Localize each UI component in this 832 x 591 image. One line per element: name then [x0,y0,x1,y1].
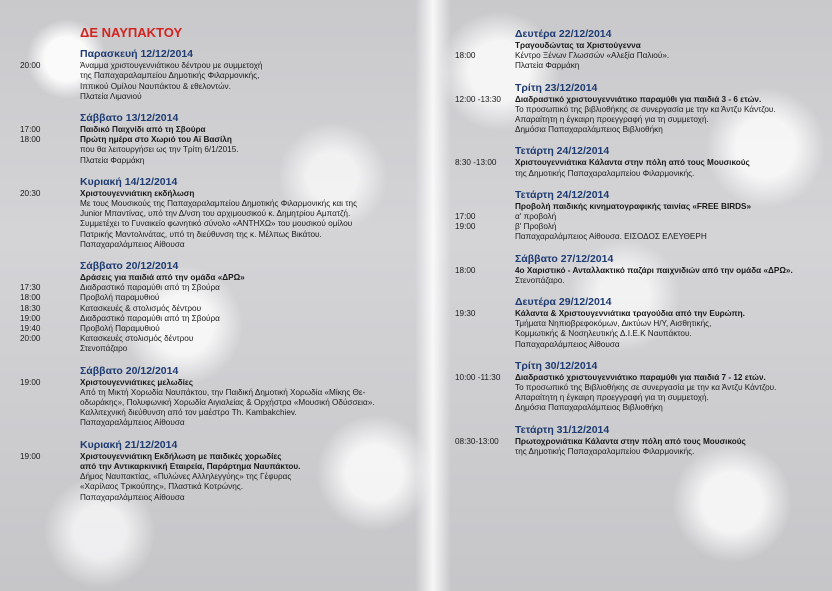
event-row [20,61,405,71]
event-row [455,169,825,179]
event-text: Δημόσια Παπαχαραλάμπειος Βιβλιοθήκη [515,125,663,135]
event-time: 19:00 [20,377,41,387]
event-text: Δράσεις για παιδιά από την ομάδα «ΔΡΩ» [80,273,245,283]
event-text: Πατρικής Μαντολινάτας, υπό τη διεύθυνση της κ. Μέλπως Βικάτου. [80,229,322,239]
event-date: Κυριακή 21/12/2014 [80,438,178,451]
event-text: Κατασκευές & στολισμός δέντρου [80,303,202,313]
event-date: Τρίτη 30/12/2014 [515,359,598,372]
event-section [20,48,405,102]
event-row [20,71,405,81]
event-row [20,493,405,503]
event-row [455,437,825,447]
event-row [20,418,405,428]
event-text: Το προσωπικό της βιβλιοθήκης σε συνεργασία με την κα Άντζυ Κάντζου. [515,104,776,114]
event-text: Στενοπάζαρο [80,344,128,354]
event-text: της Δημοτικής Παπαχαραλαμπείου Φιλαρμονικής. [515,446,695,456]
event-text: Από τη Μικτή Χορωδία Ναυπάκτου, την Παιδική Δημοτική Χορωδία «Μίκης Θε- [80,387,366,397]
event-date: Τετάρτη 24/12/2014 [515,145,610,158]
event-row [455,276,825,286]
event-text: Παιδικό Παιχνίδι από τη Σβούρα [80,125,206,135]
event-row [20,209,405,219]
event-date: Δευτέρα 22/12/2014 [515,28,612,40]
event-text: Παπαχαραλάμπειος Αίθουσα [80,492,185,502]
event-row [20,125,405,135]
event-row [20,482,405,492]
event-row [20,408,405,418]
event-row [455,393,825,403]
event-section [455,253,825,286]
event-row [455,329,825,339]
event-row [455,319,825,329]
event-text: Με τους Μουσικούς της Παπαχαραλαμπείου Δημοτικής Φιλαρμονικής και της [80,199,358,209]
event-time: 19:00 [20,451,41,461]
event-text: Διαδραστικό χριστουγεννιάτικο παραμύθι για παιδιά 7 - 12 ετών. [515,372,766,382]
event-text: Τραγουδώντας τα Χριστούγεννα [515,41,641,50]
event-row [455,105,825,115]
event-text: «Χαρίλαος Τρικούπης», Πλαστικά Κοτρώνης. [80,482,243,492]
event-row [455,232,825,242]
event-text: Προβολή παραμυθιού [80,293,160,303]
event-row [455,95,825,105]
event-date: Σάββατο 13/12/2014 [80,112,179,125]
event-time: 20:00 [20,334,41,344]
event-row [455,447,825,457]
event-text: Διαδραστικό χριστουγεννιάτικο παραμύθι για παιδιά 3 - 6 ετών. [515,94,762,104]
left-column [20,0,405,503]
event-time: 19:00 [20,313,41,323]
event-section [455,145,825,178]
event-time: 18:00 [455,51,476,61]
event-row [455,403,825,413]
event-time: 20:00 [20,61,41,71]
event-date: Κυριακή 14/12/2014 [80,175,178,188]
event-row [20,324,405,334]
event-date: Παρασκευή 12/12/2014 [80,48,194,61]
event-text: της Παπαχαραλαμπείου Δημοτικής Φιλαρμονικής, [80,71,260,81]
event-text: Δημόσια Παπαχαραλάμπειος Βιβλιοθήκη [515,403,663,413]
event-time: 17:00 [20,125,41,135]
event-row [20,378,405,388]
event-row [455,125,825,135]
event-text: Κομμωτικής & Νοσηλευτικής Δ.Ι.Ε.Κ Ναυπάκτου. [515,329,692,339]
event-text: Διαδραστικό παραμύθι από τη Σβούρα [80,283,220,293]
event-row [455,373,825,383]
event-text: από την Αντικαρκινική Εταιρεία, Παράρτημα Ναυπάκτου. [80,461,301,471]
event-row [20,135,405,145]
event-row [455,383,825,393]
event-section [455,296,825,350]
event-text: α' προβολή [515,212,557,222]
event-text: Καλλιτεχνική διεύθυνση από τον μαέστρο Th. Kambakchiev. [80,408,297,418]
event-text: β' Προβολή [515,222,557,232]
event-text: Πλατεία Φαρμάκη [515,61,580,71]
event-section [455,28,825,72]
event-row [20,92,405,102]
event-row [20,156,405,166]
event-text: Τμήματα Νηπιοβρεφοκόμων, Δικτύων Η/Υ, Αισθητικής, [515,319,712,329]
event-row [455,115,825,125]
event-text: που θα λειτουργήσει ως την Τρίτη 6/1/2015. [80,145,239,155]
event-row [20,293,405,303]
right-column [455,0,825,457]
event-section [20,365,405,429]
event-row [455,202,825,212]
event-row [20,273,405,283]
event-row [20,452,405,462]
event-section [455,189,825,243]
event-time: 8:30 -13:00 [455,158,497,168]
event-row [455,51,825,61]
event-row [20,145,405,155]
event-section [455,360,825,414]
event-row [20,82,405,92]
event-row [455,309,825,319]
event-text: Απαραίτητη η έγκαιρη προεγγραφή για τη συμμετοχή. [515,393,709,403]
page-title: ΔΕ ΝΑΥΠΑΚΤΟΥ [80,25,183,40]
event-text: Διαδραστικό παραμύθι από τη Σβούρα [80,313,220,323]
event-row [20,230,405,240]
page-fold [415,0,451,591]
event-time: 18:00 [20,293,41,303]
event-row [455,266,825,276]
event-text: Δήμος Ναυπακτίας, «Πυλώνες Αλληλεγγύης» της Γέφυρας [80,472,292,482]
event-row [20,398,405,408]
event-row [455,340,825,350]
event-section [455,424,825,457]
event-time: 19:00 [455,222,476,232]
event-text: Χριστουγεννιάτικη εκδήλωση [80,188,195,198]
event-text: Παπαχαραλάμπειος Αίθουσα [80,418,185,428]
event-row [20,283,405,293]
event-time: 17:00 [455,212,476,222]
event-row [20,199,405,209]
event-row [20,314,405,324]
event-section [20,176,405,250]
event-section [20,260,405,355]
event-date: Τετάρτη 31/12/2014 [515,423,610,436]
event-time: 20:30 [20,188,41,198]
event-text: Στενοπάζαρο. [515,275,565,285]
event-date: Τρίτη 23/12/2014 [515,81,598,94]
event-text: Κάλαντα & Χριστουγεννιάτικα τραγούδια από την Ευρώπη. [515,309,745,319]
event-row [455,61,825,71]
event-section [20,112,405,166]
event-text: Συμμετέχει το Γυναικείο φωνητικό σύνολο «ΑΝΤΗΧΩ» του μουσικού ομίλου [80,219,353,229]
event-text: Χριστουγεννιάτικη Εκδήλωση με παιδικές χορωδίες [80,451,282,461]
event-row [20,472,405,482]
event-time: 18:00 [20,135,41,145]
event-date: Σάββατο 27/12/2014 [515,252,614,265]
event-text: Άναμμα χριστουγεννιάτικου δέντρου με συμμετοχή [80,61,263,71]
event-time: 12:00 -13:30 [455,94,501,104]
event-text: Παπαχαραλάμπειος Αίθουσα [515,339,620,349]
event-time: 19:30 [455,309,476,319]
event-row [20,462,405,472]
event-text: της Δημοτικής Παπαχαραλαμπείου Φιλαρμονικής. [515,168,695,178]
event-row [20,334,405,344]
event-row [455,158,825,168]
event-text: Ιππικού Ομίλου Ναυπάκτου & εθελοντών. [80,81,231,91]
event-text: Πλατεία Λιμανιού [80,91,142,101]
event-section [455,82,825,136]
event-time: 19:40 [20,324,41,334]
event-text: Παπαχαραλάμπειος Αίθουσα. ΕΙΣΟΔΟΣ ΕΛΕΥΘΕΡΗ [515,232,707,242]
event-text: Χριστουγεννιάτικα Κάλαντα στην πόλη από τους Μουσικούς [515,158,750,168]
event-text: Κατασκευές στολισμός δέντρου [80,334,194,344]
event-time: 08:30-13:00 [455,436,499,446]
event-section [20,439,405,503]
event-date: Σάββατο 20/12/2014 [80,260,179,273]
event-text: Κέντρο Ξένων Γλωσσών «Αλεξία Παλιού». [515,51,670,61]
event-text: Πλατεία Φαρμάκη [80,155,145,165]
event-text: Πρωτοχρονιάτικα Κάλαντα στην πόλη από τους Μουσικούς [515,436,746,446]
event-text: 4ο Χαριστικό - Ανταλλακτικό παζάρι παιχνιδιών από την ομάδα «ΔΡΩ». [515,265,793,275]
event-row [455,212,825,222]
event-text: Προβολή Παραμυθιού [80,324,160,334]
event-row [20,219,405,229]
event-row [20,189,405,199]
event-text: οδωράκης», Πολυφωνική Χορωδία Αιγιαλείας & Ορχήστρα «Μουσική Οδύσσεια». [80,398,375,408]
event-text: Το προσωπικό της Βιβλιοθήκης σε συνεργασία με την κα Άντζυ Κάντζου. [515,383,777,393]
event-time: 18:00 [455,265,476,275]
event-date: Τετάρτη 24/12/2014 [515,188,610,201]
event-text: Junior Μπαντίνας, υπό την Δ/νση του αρχιμουσικού κ. Δημητρίου Αμπατζή. [80,209,351,219]
event-text: Παπαχαραλάμπειος Αίθουσα [80,239,185,249]
event-row [20,240,405,250]
event-row [455,222,825,232]
event-text: Απαραίτητη η έγκαιρη προεγγραφή για τη συμμετοχή. [515,115,709,125]
event-time: 18:30 [20,303,41,313]
event-time: 17:30 [20,283,41,293]
event-date: Σάββατο 20/12/2014 [80,364,179,377]
event-text: Προβολή παιδικής κινηματογραφικής ταινίας «FREE BIRDS» [515,201,752,211]
event-text: Χριστουγεννιάτικες μελωδίες [80,377,194,387]
event-row [455,41,825,51]
event-row [20,304,405,314]
event-row [20,388,405,398]
event-row [20,344,405,354]
event-date: Δευτέρα 29/12/2014 [515,296,612,309]
event-text: Πρώτη ημέρα στο Χωριό του Αϊ Βασίλη [80,135,232,145]
event-time: 10:00 -11:30 [455,372,501,382]
